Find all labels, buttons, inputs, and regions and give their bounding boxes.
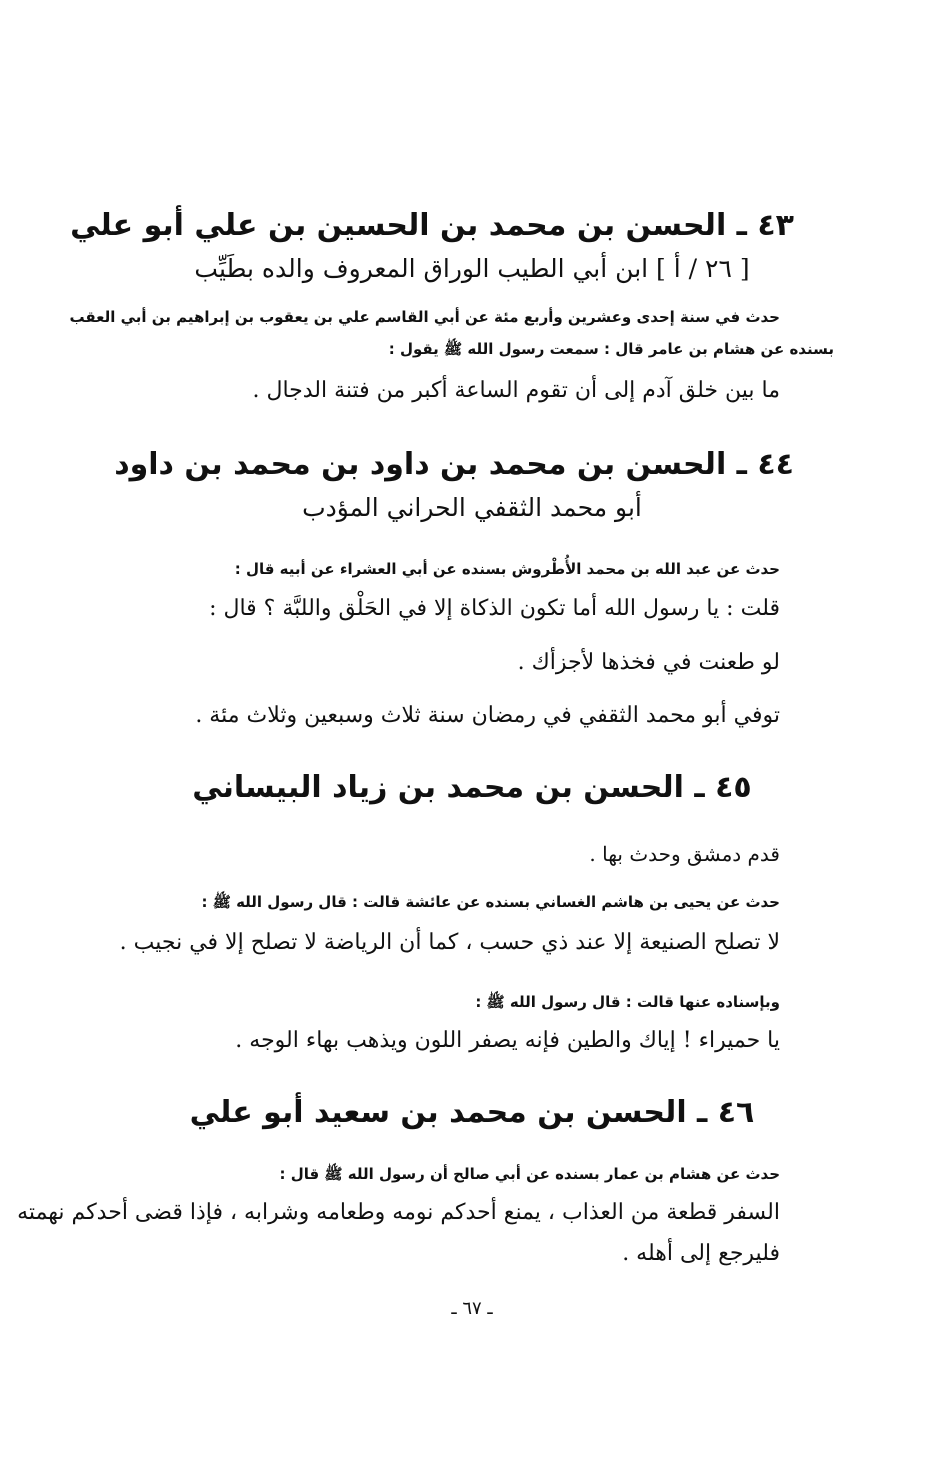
entry-43-subheading: [ ٢٦ / أ ] ابن أبي الطيب الوراق المعروف والده بطَيِّب — [194, 254, 750, 283]
entry-44-subheading: أبو محمد الثقفي الحراني المؤدب — [302, 493, 642, 522]
entry-44-note: توفي أبو محمد الثقفي في رمضان سنة ثلاث وسبعين وثلاث مئة . — [195, 703, 780, 728]
entry-45-note: قدم دمشق وحدث بها . — [589, 842, 780, 866]
page-number: ـ ٦٧ ـ — [451, 1298, 493, 1319]
entry-45-heading: ٤٥ ـ الحسن بن محمد بن زياد البيساني — [192, 770, 752, 805]
entry-46-heading: ٤٦ ـ الحسن بن محمد بن سعيد أبو علي — [189, 1095, 755, 1130]
entry-44-heading: ٤٤ ـ الحسن بن محمد بن داود بن محمد بن داود — [114, 447, 794, 482]
entry-44-matn-line-2: لو طعنت في فخذها لأجزأك . — [517, 650, 780, 675]
entry-46-matn-line-2: فليرجع إلى أهله . — [622, 1241, 780, 1266]
entry-45-matn-2: يا حميراء ! إياك والطين فإنه يصفر اللون ويذهب بهاء الوجه . — [235, 1028, 780, 1053]
entry-43-isnad-line-1: حدث في سنة إحدى وعشرين وأربع مئة عن أبي القاسم علي بن يعقوب بن إبراهيم بن أبي العقب — [69, 308, 780, 326]
entry-43-isnad-line-2: بسنده عن هشام بن عامر قال : سمعت رسول الله ﷺ يقول : — [388, 340, 834, 358]
entry-43-matn: ما بين خلق آدم إلى أن تقوم الساعة أكبر من فتنة الدجال . — [252, 378, 780, 403]
entry-45-matn-1: لا تصلح الصنيعة إلا عند ذي حسب ، كما أن الرياضة لا تصلح إلا في نجيب . — [119, 930, 780, 955]
entry-44-isnad: حدث عن عبد الله بن محمد الأُطْروش بسنده عن أبي العشراء عن أبيه قال : — [234, 560, 780, 578]
entry-43-heading: ٤٣ ـ الحسن بن محمد بن الحسين بن علي أبو علي — [70, 208, 794, 243]
entry-46-isnad: حدث عن هشام بن عمار بسنده عن أبي صالح أن رسول الله ﷺ قال : — [279, 1165, 780, 1183]
entry-44-matn-line-1: قلت : يا رسول الله أما تكون الذكاة إلا في الحَلْق واللبَّة ؟ قال : — [209, 596, 780, 621]
entry-46-matn-line-1: السفر قطعة من العذاب ، يمنع أحدكم نومه وطعامه وشرابه ، فإذا قضى أحدكم نهمته — [17, 1200, 780, 1225]
entry-45-isnad-1: حدث عن يحيى بن هاشم الغساني بسنده عن عائشة قالت : قال رسول الله ﷺ : — [201, 893, 780, 911]
entry-45-isnad-2: وبإسناده عنها قالت : قال رسول الله ﷺ : — [475, 993, 780, 1011]
